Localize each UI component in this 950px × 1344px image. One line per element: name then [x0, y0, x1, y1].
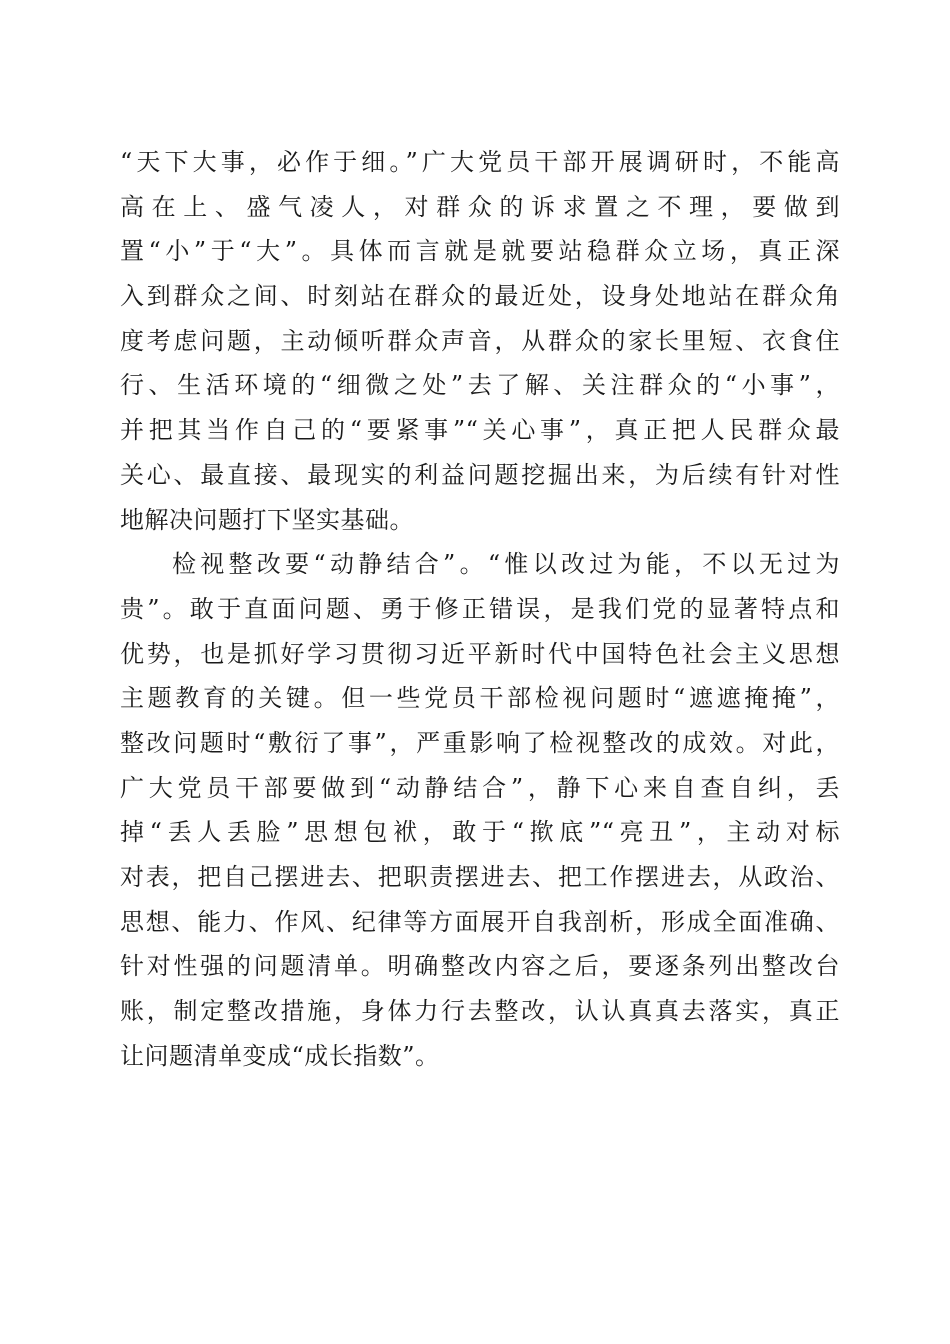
- document-body: [120, 140, 840, 1078]
- text-line: 掉“丢人丢脸”思想包袱，敢于“揿底”“亮丑”，主动对标: [120, 818, 840, 847]
- text-line: “天下大事，必作于细。”广大党员干部开展调研时，不能高: [120, 148, 840, 176]
- text-line: 账，制定整改措施，身体力行去整改，认认真真去落实，真正: [120, 997, 840, 1026]
- text-line: 高在上、盛气凌人，对群众的诉求置之不理，要做到: [120, 192, 840, 221]
- paragraph-2: [120, 542, 840, 1078]
- text-line: 贵”。敢于直面问题、勇于修正错误，是我们党的显著特点和: [120, 594, 840, 623]
- text-line: 针对性强的问题清单。明确整改内容之后，要逐条列出整改台: [120, 952, 840, 981]
- text-line: 广大党员干部要做到“动静结合”，静下心来自查自纠，丢: [120, 773, 840, 802]
- text-line: 优势，也是抓好学习贯彻习近平新时代中国特色社会主义思想: [120, 639, 840, 668]
- text-line: 检视整改要“动静结合”。“惟以改过为能，不以无过为: [172, 550, 840, 579]
- text-line: 让问题清单变成“成长指数”。: [120, 1041, 440, 1070]
- text-line: 关心、最直接、最现实的利益问题挖掘出来，为后续有针对性: [120, 460, 840, 489]
- text-line: 度考虑问题，主动倾听群众声音，从群众的家长里短、衣食住: [120, 326, 840, 355]
- text-line: 入到群众之间、时刻站在群众的最近处，设身处地站在群众角: [120, 282, 840, 311]
- text-line: 地解决问题打下坚实基础。: [120, 505, 414, 534]
- text-line: 整改问题时“敷衍了事”，严重影响了检视整改的成效。对此，: [120, 728, 840, 757]
- text-line: 主题教育的关键。但一些党员干部检视问题时“遮遮掩掩”，: [120, 684, 840, 713]
- text-line: 思想、能力、作风、纪律等方面展开自我剖析，形成全面准确、: [120, 907, 840, 936]
- text-line: 并把其当作自己的“要紧事”“关心事”，真正把人民群众最: [120, 416, 840, 445]
- paragraph-1: [120, 140, 840, 542]
- text-line: 行、生活环境的“细微之处”去了解、关注群众的“小事”，: [120, 371, 840, 400]
- text-line: 对表，把自己摆进去、把职责摆进去、把工作摆进去，从政治、: [120, 863, 840, 891]
- text-line: 置“小”于“大”。具体而言就是就要站稳群众立场，真正深: [120, 237, 840, 266]
